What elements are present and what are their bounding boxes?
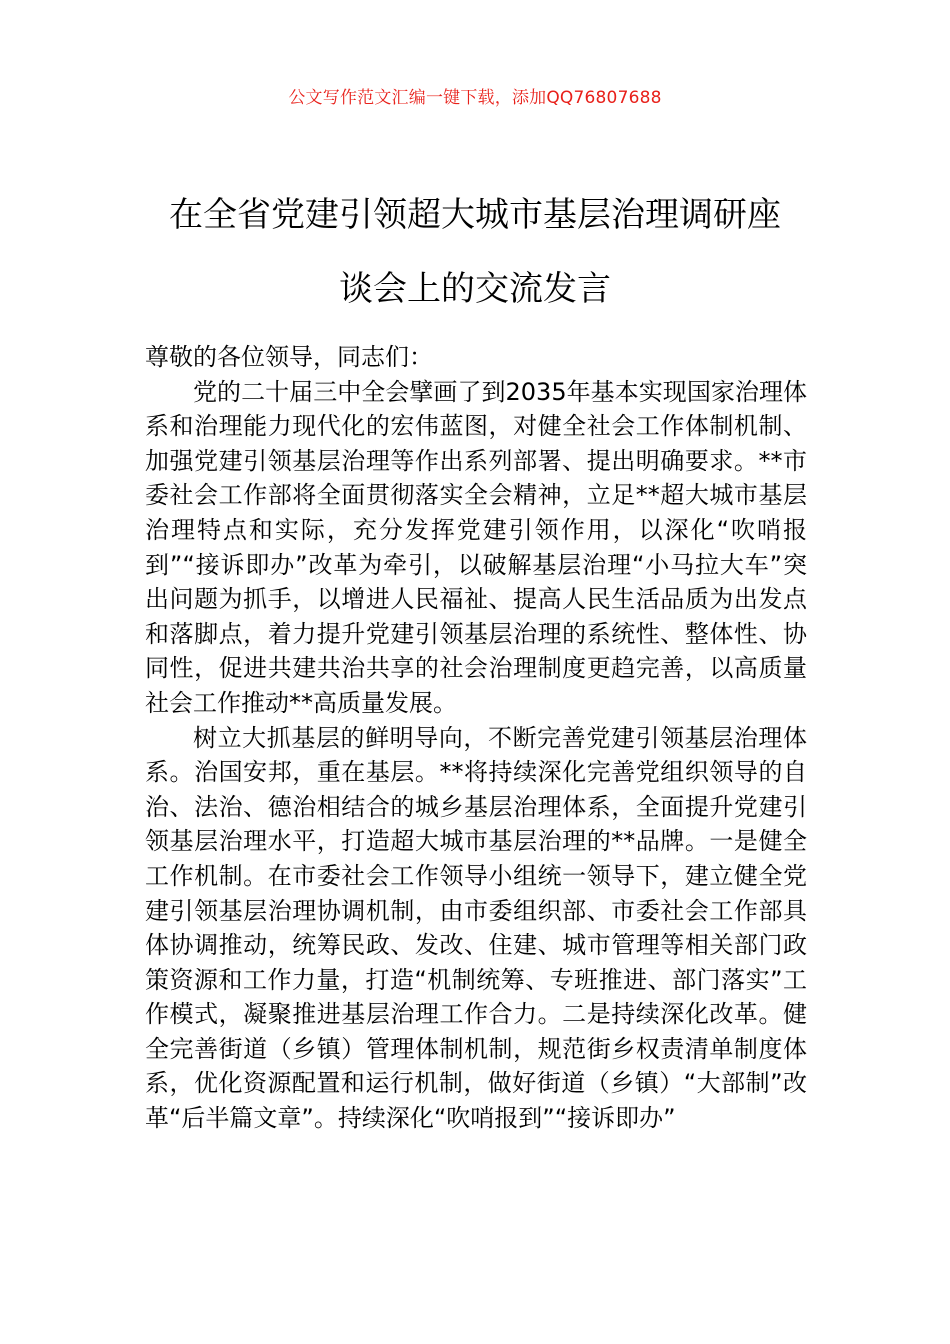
salutation: 尊敬的各位领导，同志们： (145, 343, 433, 371)
title-line-1: 在全省党建引领超大城市基层治理调研座 (169, 195, 781, 235)
document-body (145, 340, 807, 1136)
document-title (120, 178, 830, 326)
title-line-2: 谈会上的交流发言 (339, 269, 611, 309)
paragraph-1: 党的二十届三中全会擘画了到2035年基本实现国家治理体系和治理能力现代化的宏伟蓝图，对健全社会工作体制机制、加强党建引领基层治理等作出系列部署、提出明确要求。**市委社会工作部将全面贯彻落实全会精神，立足**超大城市基层治理特点和实际，充分发挥党建引领作用，以深化“吹哨报到”“接诉即办”改革为牵引，以破解基层治理“小马拉大车”突出问题为抓手，以增进人民福祉、提高人民生活品质为出发点和落脚点，着力提升党建引领基层治理的系统性、整体性、协同性，促进共建共治共享的社会治理制度更趋完善，以高质量社会工作推动**高质量发展。 (145, 377, 807, 717)
header-ad-text: 公文写作范文汇编一键下载，添加QQ76807688 (288, 88, 662, 108)
paragraph-2: 树立大抓基层的鲜明导向，不断完善党建引领基层治理体系。治国安邦，重在基层。**将持续深化完善党组织领导的自治、法治、德治相结合的城乡基层治理体系，全面提升党建引领基层治理水平，打造超大城市基层治理的**品牌。一是健全工作机制。在市委社会工作领导小组统一领导下，建立健全党建引领基层治理协调机制，由市委组织部、市委社会工作部具体协调推动，统筹民政、发改、住建、城市管理等相关部门政策资源和工作力量，打造“机制统筹、专班推进、部门落实”工作模式，凝聚推进基层治理工作合力。二是持续深化改革。健全完善街道（乡镇）管理体制机制，规范街乡权责清单制度体系，优化资源配置和运行机制，做好街道（乡镇）“大部制”改革“后半篇文章”。持续深化“吹哨报到”“接诉即办” (145, 723, 807, 1133)
